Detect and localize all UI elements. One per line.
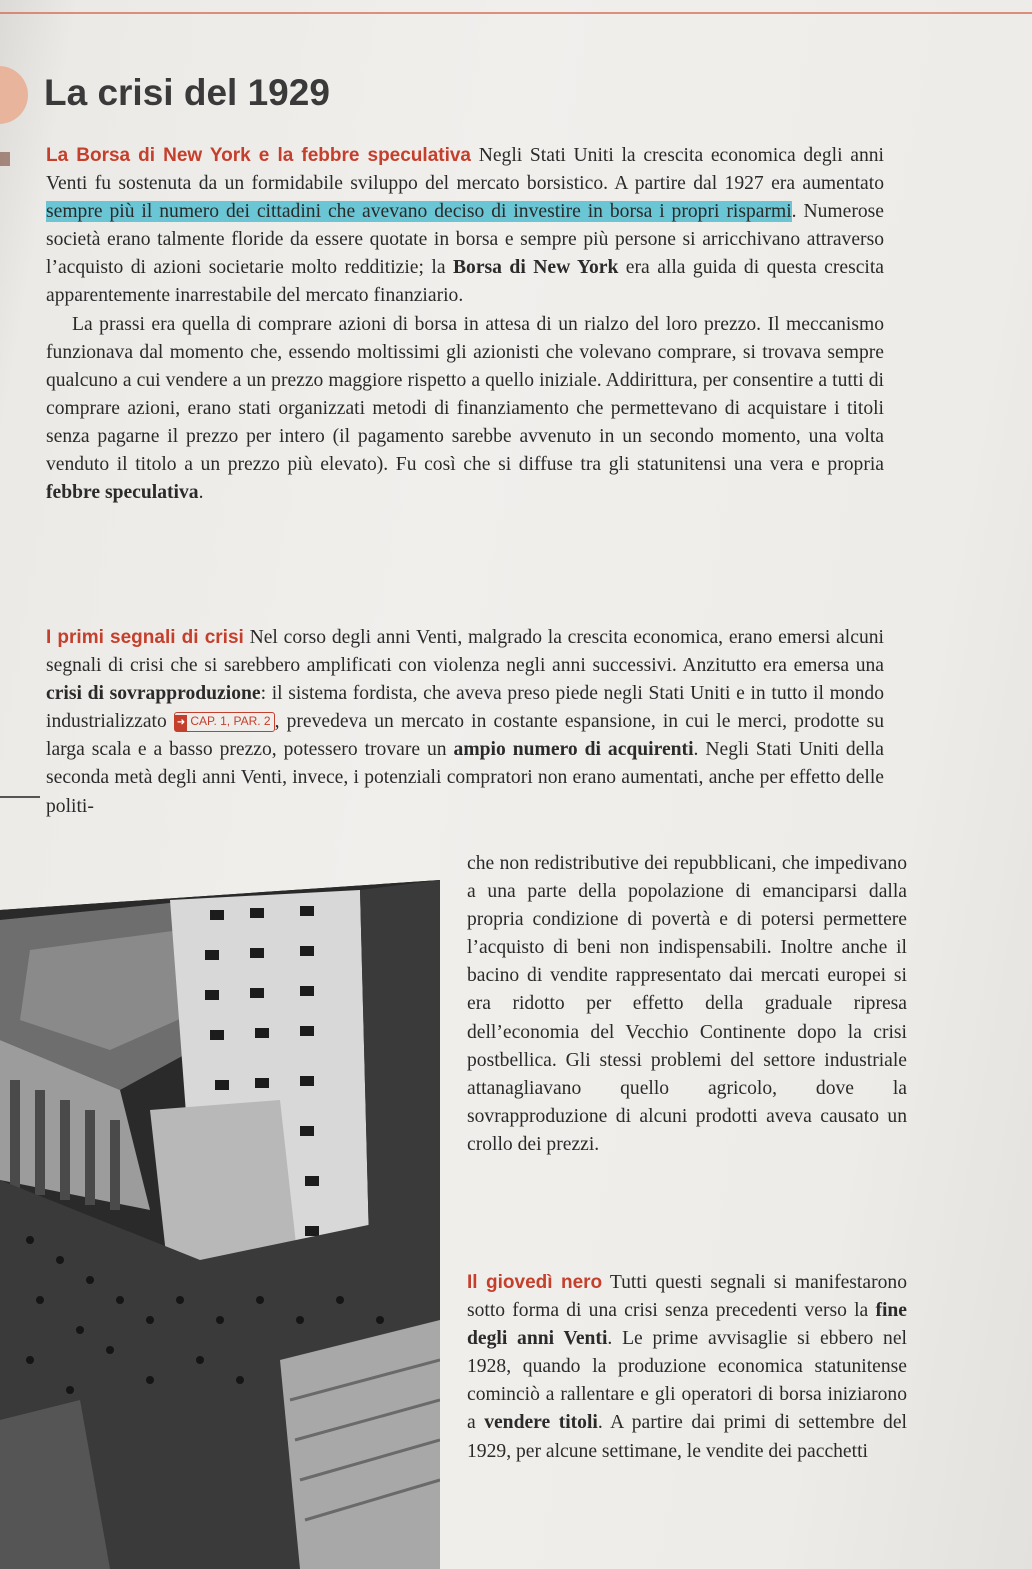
section-borsa: La Borsa di New York e la febbre speculativa Negli Stati Uniti la crescita economica degli anni Venti fu sostenuta da un formidabile sviluppo del mercato borsistico. A partire dal 1927 era aumentato sempre più il numero dei cittadini che avevano deciso di investire in borsa i propri risparmi. Numerose società erano talmente floride da essere quotate in borsa e sempre più persone si arricchivano attraverso l’acquisto di azioni societarie molto redditizie; la Borsa di New York era alla guida di questa crescita apparentemente inarrestabile del mercato finanziario. La prassi era quella di comprare azioni di borsa in attesa di un rialzo del loro prezzo. Il meccanismo funzionava dal momento che, essendo moltissimi gli azionisti che volevano comprare, si trovava sempre qualcuno a cui vendere a un prezzo maggiore rispetto a quello iniziale. Addirittura, per consentire a tutti di comprare azioni, erano stati organizzati metodi di finanziamento che permettevano di acquistare i titoli senza pagarne il prezzo per intero (il pagamento sarebbe avvenuto in un secondo momento, una volta venduto il titolo a un prezzo più elevato). Fu così che si diffuse tra gli statunitensi una vera e propria febbre speculativa. bbox=[46, 145, 884, 504]
section-heading-giovedi: Il giovedì nero bbox=[467, 1272, 603, 1293]
margin-mark bbox=[0, 152, 10, 166]
section-heading-segnali: I primi segnali di crisi bbox=[46, 627, 244, 648]
section-heading-borsa: La Borsa di New York e la febbre speculativa bbox=[46, 145, 471, 166]
section-primi-segnali: I primi segnali di crisi Nel corso degli anni Venti, malgrado la crescita economica, erano emersi alcuni segnali di crisi che si sarebbero amplificati con violenza negli anni successivi. Anzitutto era emersa una crisi di sovrapproduzione: il sistema fordista, che aveva preso piede negli Stati Uniti e in tutto il mondo industrializzato ➜ CAP. 1, PAR. 2 , prevedeva un mercato in costante espansione, in cui le merci, prodotte su larga scala e a basso prezzo, potessero trovare un ampio numero di acquirenti. Negli Stati Uniti della seconda metà degli anni Venti, invece, i potenziali compratori non erano aumentati, anche per effetto delle politi- bbox=[46, 627, 885, 817]
section-giovedi-nero: Il giovedì nero Tutti questi segnali si manifestarono sotto forma di una crisi senza precedenti verso la fine degli anni Venti. Le prime avvisaglie si ebbero nel 1928, quando la produzione economica statunitense cominciò a rallentare e gli operatori di borsa iniziarono a vendere titoli. A partire dai primi di settembre del 1929, per alcune settimane, le vendite dei pacchetti bbox=[467, 1272, 907, 1462]
chapter-tab-marker bbox=[0, 66, 28, 124]
section-primi-segnali-cont: che non redistributive dei repubblicani, che impedivano a una parte della popolazione di emanciparsi dalla propria condizione di povertà e di potersi permettere l’acquisto di beni non indispensabili. Inoltre anche il bacino di vendite rappresentato dai mercati europei si era ridotto per effetto della graduale ripresa dell’economia del Vecchio Continente dopo la crisi postbellica. Gli stessi problemi del settore industriale attanagliavano quello agricolo, dove la sovrapproduzione di alcuni prodotti aveva causato un crollo dei prezzi. bbox=[467, 853, 907, 1155]
margin-dash bbox=[0, 796, 40, 798]
chapter-reference-link[interactable]: ➜ CAP. 1, PAR. 2 bbox=[174, 712, 275, 732]
wall-street-photo bbox=[0, 880, 440, 1569]
page-top-rule bbox=[0, 12, 1032, 14]
arrow-right-icon: ➜ bbox=[175, 715, 187, 731]
wall-street-aerial-image bbox=[0, 880, 440, 1569]
page-title: La crisi del 1929 bbox=[44, 72, 330, 113]
highlighted-text: sempre più il numero dei cittadini che avevano deciso di investire in borsa i propri risparmi bbox=[46, 201, 792, 223]
